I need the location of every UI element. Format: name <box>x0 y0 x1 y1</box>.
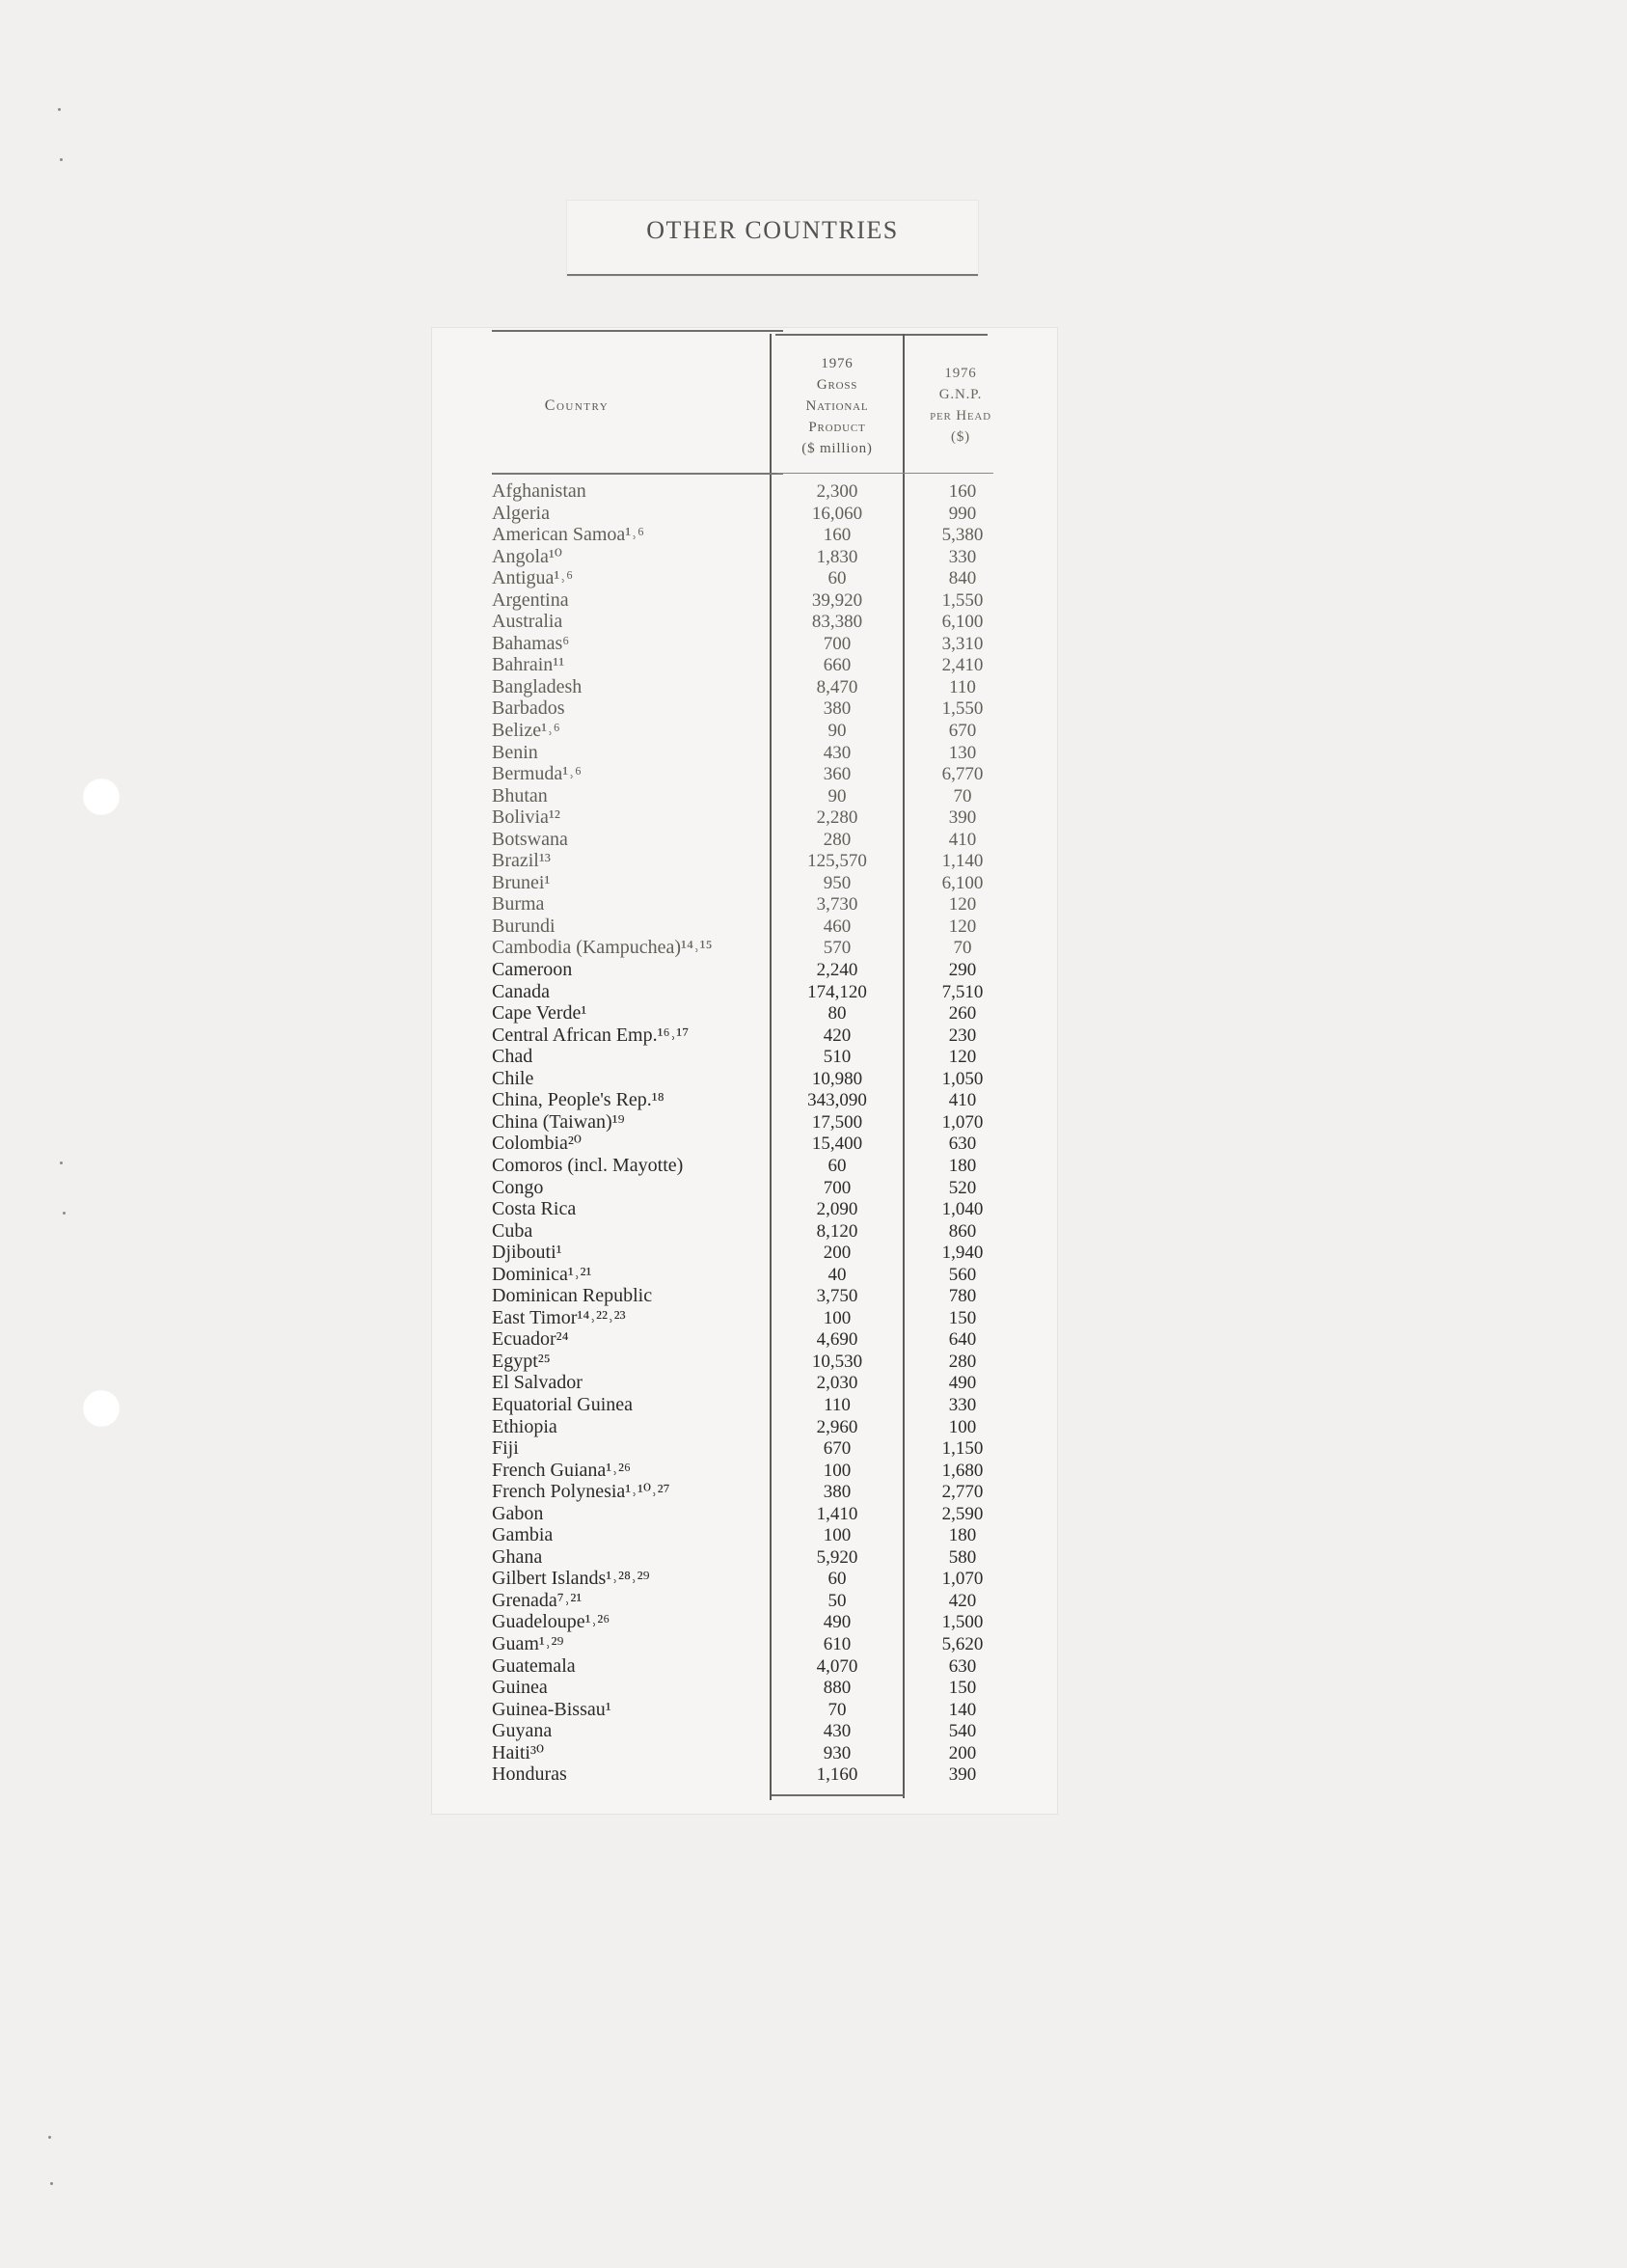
gnp-cell: 700 <box>823 1177 852 1198</box>
per-head-cell: 1,550 <box>941 589 984 611</box>
per-head-cell: 120 <box>948 894 977 915</box>
gnp-cell: 670 <box>823 1438 852 1460</box>
country-cell: Gambia <box>492 1524 554 1546</box>
header-per-head-line: G.N.P. <box>938 387 983 402</box>
country-cell: Benin <box>492 741 538 763</box>
table-row <box>432 1177 1057 1199</box>
per-head-cell: 1,140 <box>941 851 984 872</box>
table-row <box>432 1220 1057 1243</box>
per-head-cell: 420 <box>948 1590 977 1611</box>
per-head-cell: 150 <box>948 1678 977 1699</box>
country-cell: American Samoa¹˒⁶ <box>492 524 644 546</box>
header-gnp-line: Gross <box>816 377 858 393</box>
per-head-cell: 160 <box>948 481 977 502</box>
per-head-cell: 630 <box>948 1655 977 1677</box>
gnp-cell: 17,500 <box>811 1111 863 1133</box>
per-head-cell: 410 <box>948 1090 977 1111</box>
per-head-cell: 120 <box>948 1047 977 1068</box>
gnp-cell: 280 <box>823 829 852 850</box>
country-cell: El Salvador <box>492 1372 583 1394</box>
gnp-cell: 8,120 <box>816 1220 858 1242</box>
table-row <box>432 567 1057 589</box>
table-row <box>432 1155 1057 1177</box>
per-head-cell: 390 <box>948 1764 977 1786</box>
gnp-cell: 3,750 <box>816 1286 858 1307</box>
country-cell: Algeria <box>492 502 550 524</box>
table-row <box>432 763 1057 785</box>
per-head-cell: 130 <box>948 742 977 763</box>
per-head-cell: 110 <box>949 676 976 697</box>
table-row <box>432 676 1057 698</box>
gnp-cell: 90 <box>827 785 847 806</box>
speck <box>50 2182 53 2185</box>
gnp-cell: 430 <box>823 1721 852 1742</box>
gnp-cell: 10,980 <box>811 1068 863 1089</box>
table-row <box>432 1372 1057 1394</box>
header-gnp-line: National <box>805 398 869 414</box>
table-row <box>432 829 1057 851</box>
table-row <box>432 1742 1057 1764</box>
table-row <box>432 937 1057 959</box>
table-row <box>432 1242 1057 1264</box>
gnp-cell: 570 <box>823 938 852 959</box>
table-row <box>432 1677 1057 1699</box>
country-cell: Cuba <box>492 1219 533 1242</box>
table-row <box>432 1046 1057 1068</box>
gnp-cell: 1,160 <box>816 1764 858 1786</box>
table-row <box>432 1699 1057 1721</box>
gnp-cell: 343,090 <box>807 1090 867 1111</box>
per-head-cell: 1,940 <box>941 1243 984 1264</box>
per-head-cell: 1,150 <box>941 1438 984 1460</box>
gnp-cell: 70 <box>827 1699 847 1720</box>
gnp-cell: 80 <box>827 1003 847 1025</box>
per-head-cell: 330 <box>948 546 977 567</box>
country-cell: China (Taiwan)¹⁹ <box>492 1110 625 1133</box>
country-cell: Brunei¹ <box>492 871 551 893</box>
table-row <box>432 1655 1057 1678</box>
per-head-cell: 840 <box>948 568 977 589</box>
speck <box>48 2136 51 2139</box>
table-row <box>432 1503 1057 1525</box>
punch-hole-bottom <box>82 1389 121 1428</box>
header-gnp-line: 1976 <box>821 356 854 371</box>
per-head-cell: 2,770 <box>941 1482 984 1503</box>
country-cell: Guadeloupe¹˒²⁶ <box>492 1611 610 1633</box>
country-cell: Ghana <box>492 1545 543 1568</box>
country-cell: Brazil¹³ <box>492 850 551 872</box>
country-cell: Bermuda¹˒⁶ <box>492 763 582 785</box>
speck <box>60 1161 63 1164</box>
gnp-cell: 380 <box>823 698 852 720</box>
table-row <box>432 1590 1057 1612</box>
table-row <box>432 697 1057 720</box>
header-per-head-line: ($) <box>951 429 970 445</box>
table-row <box>432 546 1057 568</box>
gnp-cell: 2,090 <box>816 1199 858 1220</box>
table-row <box>432 654 1057 676</box>
header-rule-right <box>777 473 993 474</box>
gnp-cell: 4,690 <box>816 1329 858 1351</box>
gnp-cell: 50 <box>827 1590 847 1611</box>
per-head-cell: 5,380 <box>941 525 984 546</box>
country-cell: Costa Rica <box>492 1198 577 1220</box>
country-cell: Cape Verde¹ <box>492 1002 587 1025</box>
country-cell: Bahrain¹¹ <box>492 654 565 676</box>
table-top-rule <box>492 330 783 332</box>
per-head-cell: 580 <box>948 1546 977 1568</box>
country-cell: Dominica¹˒²¹ <box>492 1263 592 1285</box>
country-cell: Honduras <box>492 1763 567 1786</box>
gnp-cell: 930 <box>823 1742 852 1763</box>
per-head-cell: 1,680 <box>941 1460 984 1481</box>
country-cell: East Timor¹⁴˒²²˒²³ <box>492 1306 626 1328</box>
per-head-cell: 640 <box>948 1329 977 1351</box>
gnp-cell: 660 <box>823 655 852 676</box>
punch-hole-top <box>82 778 121 816</box>
per-head-cell: 780 <box>948 1286 977 1307</box>
gnp-cell: 2,280 <box>816 807 858 829</box>
per-head-cell: 490 <box>948 1373 977 1394</box>
country-cell: Chad <box>492 1046 533 1068</box>
country-cell: Botswana <box>492 828 568 850</box>
country-cell: Guatemala <box>492 1654 576 1677</box>
header-gnp-line: Product <box>808 420 866 435</box>
table-row <box>432 524 1057 546</box>
per-head-cell: 540 <box>948 1721 977 1742</box>
country-cell: Belize¹˒⁶ <box>492 720 560 742</box>
per-head-cell: 6,770 <box>941 764 984 785</box>
country-cell: Chile <box>492 1067 534 1089</box>
per-head-cell: 100 <box>948 1416 977 1437</box>
per-head-cell: 390 <box>948 807 977 829</box>
country-cell: Comoros (incl. Mayotte) <box>492 1154 684 1176</box>
country-cell: Bahamas⁶ <box>492 632 570 654</box>
table-row <box>432 959 1057 981</box>
gnp-cell: 60 <box>827 1155 847 1176</box>
per-head-cell: 1,070 <box>941 1569 984 1590</box>
per-head-cell: 6,100 <box>941 612 984 633</box>
country-cell: Central African Emp.¹⁶˒¹⁷ <box>492 1024 690 1046</box>
gnp-cell: 110 <box>824 1394 851 1415</box>
gnp-cell: 5,920 <box>816 1546 858 1568</box>
table-row <box>432 742 1057 764</box>
table-row <box>432 1328 1057 1351</box>
table-row <box>432 480 1057 503</box>
country-cell: China, People's Rep.¹⁸ <box>492 1089 664 1111</box>
country-cell: Afghanistan <box>492 480 586 502</box>
country-cell: Angola¹⁰ <box>492 545 562 567</box>
gnp-cell: 16,060 <box>811 503 863 524</box>
gnp-cell: 380 <box>823 1482 852 1503</box>
gnp-cell: 950 <box>823 872 852 893</box>
per-head-cell: 230 <box>948 1025 977 1046</box>
speck <box>58 108 61 111</box>
per-head-cell: 2,590 <box>941 1503 984 1524</box>
per-head-cell: 330 <box>948 1394 977 1415</box>
per-head-cell: 860 <box>948 1220 977 1242</box>
gnp-cell: 15,400 <box>811 1134 863 1155</box>
per-head-cell: 70 <box>953 785 972 806</box>
gnp-cell: 1,830 <box>816 546 858 567</box>
per-head-cell: 1,070 <box>941 1111 984 1133</box>
table-row <box>432 1481 1057 1503</box>
gnp-cell: 39,920 <box>811 589 863 611</box>
table-row <box>432 1089 1057 1111</box>
country-cell: Barbados <box>492 697 565 720</box>
country-cell: Ecuador²⁴ <box>492 1328 569 1351</box>
country-cell: Congo <box>492 1176 544 1198</box>
table-row <box>432 589 1057 612</box>
table-top-rule-right <box>775 334 988 336</box>
country-cell: Burma <box>492 893 545 915</box>
header-country: Country <box>544 397 610 414</box>
header-per-head-line: per Head <box>930 408 991 424</box>
page-title: OTHER COUNTRIES <box>646 216 899 244</box>
per-head-cell: 70 <box>953 938 972 959</box>
table-row <box>432 633 1057 655</box>
table-row <box>432 1460 1057 1482</box>
gnp-table-clipping <box>432 328 1057 1814</box>
country-cell: Guam¹˒²⁹ <box>492 1632 564 1654</box>
country-cell: Australia <box>492 611 563 633</box>
country-cell: Guinea-Bissau¹ <box>492 1698 611 1720</box>
gnp-cell: 2,300 <box>816 481 858 502</box>
country-cell: Cameroon <box>492 959 573 981</box>
country-cell: Dominican Republic <box>492 1285 653 1307</box>
header-gnp <box>772 353 903 459</box>
country-cell: Ethiopia <box>492 1415 557 1437</box>
per-head-cell: 990 <box>948 503 977 524</box>
per-head-cell: 520 <box>948 1177 977 1198</box>
country-cell: Bangladesh <box>492 675 583 697</box>
table-row <box>432 1437 1057 1460</box>
country-cell: Cambodia (Kampuchea)¹⁴˒¹⁵ <box>492 937 713 959</box>
gnp-cell: 40 <box>827 1264 847 1285</box>
table-row <box>432 785 1057 807</box>
table-row <box>432 1763 1057 1786</box>
gnp-cell: 3,730 <box>816 894 858 915</box>
table-row <box>432 611 1057 633</box>
per-head-cell: 280 <box>948 1351 977 1372</box>
per-head-cell: 5,620 <box>941 1633 984 1654</box>
country-cell: French Guiana¹˒²⁶ <box>492 1459 631 1481</box>
table-row <box>432 1198 1057 1220</box>
gnp-cell: 90 <box>827 721 847 742</box>
speck <box>60 158 63 161</box>
country-cell: Antigua¹˒⁶ <box>492 567 574 589</box>
header-per-head-line: 1976 <box>944 366 977 381</box>
table-row <box>432 1264 1057 1286</box>
table-row <box>432 850 1057 872</box>
per-head-cell: 150 <box>948 1307 977 1328</box>
table-row <box>432 1307 1057 1329</box>
table-row <box>432 1394 1057 1416</box>
per-head-cell: 630 <box>948 1134 977 1155</box>
per-head-cell: 140 <box>948 1699 977 1720</box>
table-row <box>432 1524 1057 1546</box>
country-cell: Burundi <box>492 915 556 937</box>
per-head-cell: 180 <box>948 1155 977 1176</box>
gnp-cell: 125,570 <box>807 851 867 872</box>
table-row <box>432 1068 1057 1090</box>
per-head-cell: 260 <box>948 1003 977 1025</box>
table-row <box>432 915 1057 938</box>
table-row <box>432 1611 1057 1633</box>
gnp-cell: 10,530 <box>811 1351 863 1372</box>
gnp-cell: 2,960 <box>816 1416 858 1437</box>
table-row <box>432 1351 1057 1373</box>
gnp-cell: 510 <box>823 1047 852 1068</box>
country-cell: Gabon <box>492 1502 544 1524</box>
gnp-cell: 2,030 <box>816 1373 858 1394</box>
gnp-cell: 490 <box>823 1612 852 1633</box>
per-head-cell: 120 <box>948 915 977 937</box>
table-row <box>432 872 1057 894</box>
table-row <box>432 1416 1057 1438</box>
table-row <box>432 1025 1057 1047</box>
gnp-cell: 83,380 <box>811 612 863 633</box>
table-bottom-rule <box>772 1794 905 1796</box>
gnp-cell: 700 <box>823 633 852 654</box>
gnp-cell: 880 <box>823 1678 852 1699</box>
per-head-cell: 1,500 <box>941 1612 984 1633</box>
gnp-cell: 460 <box>823 915 852 937</box>
per-head-cell: 290 <box>948 960 977 981</box>
per-head-cell: 2,410 <box>941 655 984 676</box>
table-row <box>432 720 1057 742</box>
table-row <box>432 1285 1057 1307</box>
gnp-cell: 100 <box>823 1460 852 1481</box>
gnp-cell: 174,120 <box>807 981 867 1002</box>
header-per-head <box>903 363 1018 448</box>
table-row <box>432 981 1057 1003</box>
header-rule <box>492 473 783 475</box>
country-cell: Canada <box>492 980 550 1002</box>
per-head-cell: 1,550 <box>941 698 984 720</box>
table-row <box>432 1111 1057 1134</box>
country-cell: Bhutan <box>492 784 548 806</box>
per-head-cell: 6,100 <box>941 872 984 893</box>
country-cell: Egypt²⁵ <box>492 1350 551 1372</box>
table-row <box>432 1568 1057 1590</box>
country-cell: Fiji <box>492 1437 519 1460</box>
header-gnp-line: ($ million) <box>801 441 873 456</box>
country-cell: Grenada⁷˒²¹ <box>492 1589 583 1611</box>
table-row <box>432 893 1057 915</box>
title-slip <box>567 201 978 276</box>
gnp-cell: 60 <box>827 568 847 589</box>
country-cell: Argentina <box>492 588 569 611</box>
gnp-cell: 430 <box>823 742 852 763</box>
gnp-cell: 360 <box>823 764 852 785</box>
country-cell: French Polynesia¹˒¹⁰˒²⁷ <box>492 1481 670 1503</box>
gnp-cell: 420 <box>823 1025 852 1046</box>
gnp-cell: 610 <box>823 1633 852 1654</box>
table-row <box>432 1633 1057 1655</box>
table-row <box>432 1720 1057 1742</box>
country-cell: Colombia²⁰ <box>492 1133 582 1155</box>
gnp-cell: 1,410 <box>816 1503 858 1524</box>
table-row <box>432 1546 1057 1569</box>
table-row <box>432 806 1057 829</box>
table-row <box>432 503 1057 525</box>
country-cell: Guinea <box>492 1677 548 1699</box>
gnp-cell: 160 <box>823 525 852 546</box>
per-head-cell: 200 <box>948 1742 977 1763</box>
gnp-cell: 60 <box>827 1569 847 1590</box>
gnp-cell: 100 <box>823 1307 852 1328</box>
speck <box>63 1212 66 1215</box>
per-head-cell: 410 <box>948 829 977 850</box>
table-body <box>432 480 1057 1786</box>
per-head-cell: 560 <box>948 1264 977 1285</box>
gnp-cell: 200 <box>823 1243 852 1264</box>
per-head-cell: 3,310 <box>941 633 984 654</box>
gnp-cell: 100 <box>823 1525 852 1546</box>
country-cell: Haiti³⁰ <box>492 1741 545 1763</box>
gnp-cell: 2,240 <box>816 960 858 981</box>
gnp-cell: 8,470 <box>816 676 858 697</box>
gnp-cell: 4,070 <box>816 1655 858 1677</box>
per-head-cell: 670 <box>948 721 977 742</box>
table-row <box>432 1002 1057 1025</box>
per-head-cell: 1,050 <box>941 1068 984 1089</box>
per-head-cell: 7,510 <box>941 981 984 1002</box>
per-head-cell: 180 <box>948 1525 977 1546</box>
per-head-cell: 1,040 <box>941 1199 984 1220</box>
table-row <box>432 1133 1057 1155</box>
country-cell: Equatorial Guinea <box>492 1393 634 1415</box>
country-cell: Bolivia¹² <box>492 806 560 829</box>
country-cell: Gilbert Islands¹˒²⁸˒²⁹ <box>492 1568 650 1590</box>
country-cell: Djibouti¹ <box>492 1242 562 1264</box>
country-cell: Guyana <box>492 1720 553 1742</box>
